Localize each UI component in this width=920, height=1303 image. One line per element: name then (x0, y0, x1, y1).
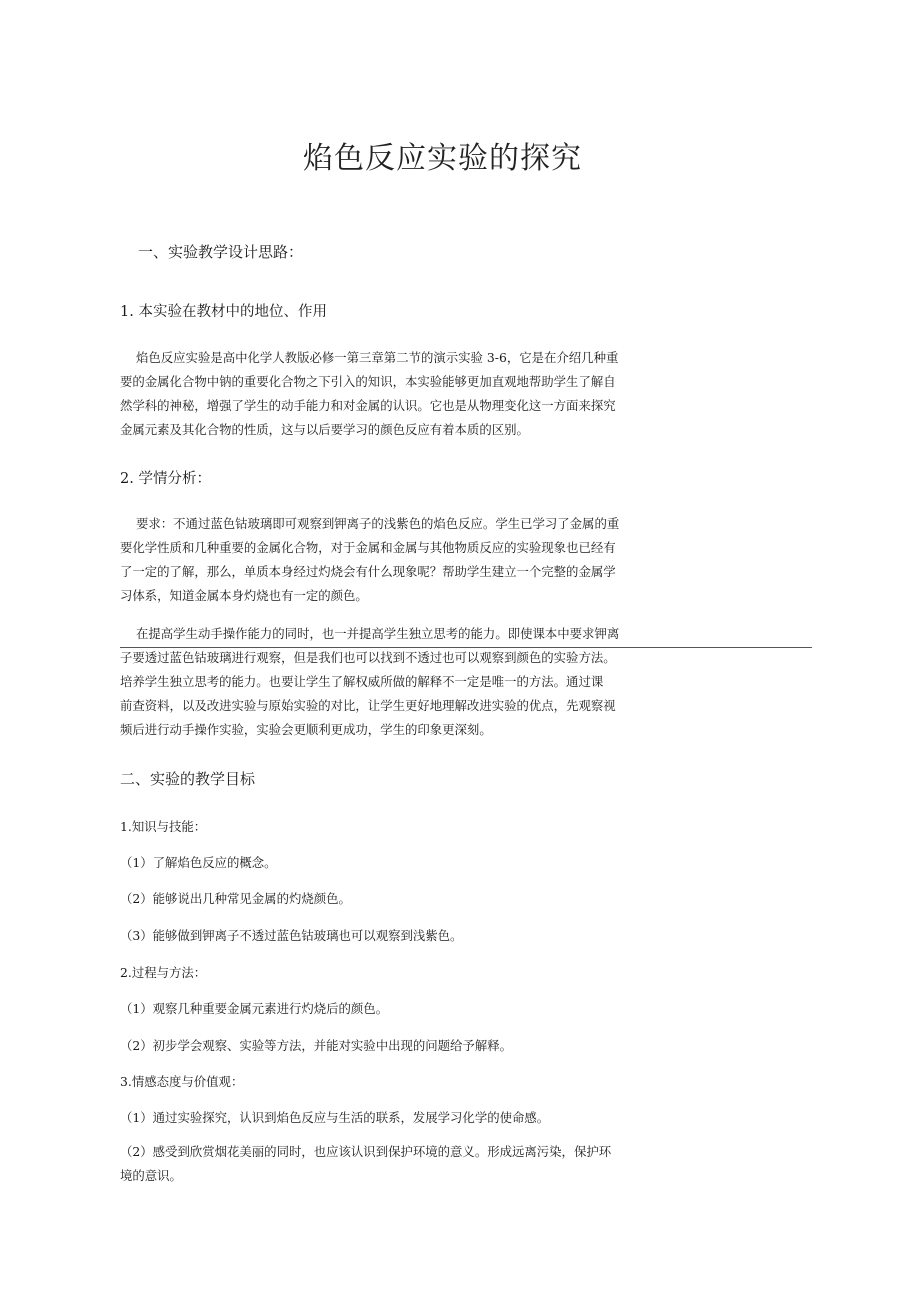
paragraph-line: 焰色反应实验是高中化学人教版必修一第三章第二节的演示实验 3-6，它是在介绍几种重 (136, 350, 619, 365)
paragraph-line: 频后进行动手操作实验，实验会更顺利更成功，学生的印象更深刻。 (120, 722, 492, 737)
paragraph-line: 培养学生独立思考的能力。也要让学生了解权威所做的解释不一定是唯一的方法。通过课 (120, 674, 604, 689)
goal-item: （3）能够做到钾离子不透过蓝色钴玻璃也可以观察到浅紫色。 (120, 928, 463, 943)
paragraph-line: 习体系，知道金属本身灼烧也有一定的颜色。 (120, 588, 368, 603)
paragraph-line: 境的意识。 (120, 1168, 182, 1183)
section-2-heading: 二、实验的教学目标 (120, 770, 256, 788)
subsection-2-heading: 2. 学情分析： (120, 471, 211, 487)
goal-item: （2）能够说出几种常见金属的灼烧颜色。 (120, 891, 351, 906)
section-1-heading: 一、实验教学设计思路： (138, 243, 304, 261)
paragraph-line: 然学科的神秘，增强了学生的动手能力和对金属的认识。它也是从物理变化这一方面来探究 (120, 398, 616, 413)
paragraph-line: 前查资料，以及改进实验与原始实验的对比，让学生更好地理解改进实验的优点，先观察视 (120, 698, 616, 713)
goal-item: （1）了解焰色反应的概念。 (120, 855, 277, 870)
goal-item-multiline (120, 1140, 650, 1188)
subsection-2-paragraph-1 (120, 512, 625, 608)
paragraph-line: 要化学性质和几种重要的金属化合物，对于金属和金属与其他物质反应的实验现象也已经有 (120, 540, 616, 555)
goal-group-3-heading: 3.情感态度与价值观： (120, 1074, 244, 1089)
document-title: 焰色反应实验的探究 (303, 141, 582, 176)
paragraph-line: 要求：不通过蓝色钴玻璃即可观察到钾离子的浅紫色的焰色反应。学生已学习了金属的重 (136, 516, 620, 531)
paragraph-line: 金属元素及其化合物的性质，这与以后要学习的颜色反应有着本质的区别。 (120, 422, 529, 437)
subsection-1-paragraph (120, 346, 625, 442)
paragraph-line: （2）感受到欣赏烟花美丽的同时，也应该认识到保护环境的意义。形成远离污染，保护环 (120, 1144, 612, 1159)
goal-item: （1）通过实验探究，认识到焰色反应与生活的联系，发展学习化学的使命感。 (120, 1110, 550, 1125)
horizontal-rule (120, 647, 812, 648)
goal-item: （2）初步学会观察、实验等方法，并能对实验中出现的问题给予解释。 (120, 1038, 512, 1053)
paragraph-line: 子要透过蓝色钴玻璃进行观察，但是我们也可以找到不透过也可以观察到颜色的实验方法。 (120, 650, 616, 665)
subsection-1-heading: 1. 本实验在教材中的地位、作用 (120, 304, 327, 320)
subsection-2-paragraph-2 (120, 622, 625, 742)
paragraph-line: 要的金属化合物中钠的重要化合物之下引入的知识，本实验能够更加直观地帮助学生了解自 (120, 374, 616, 389)
goal-item: （1）观察几种重要金属元素进行灼烧后的颜色。 (120, 1001, 389, 1016)
paragraph-line: 在提高学生动手操作能力的同时，也一并提高学生独立思考的能力。即使课本中要求钾离 (136, 626, 620, 641)
goal-group-2-heading: 2.过程与方法： (120, 965, 207, 980)
paragraph-line: 了一定的了解，那么，单质本身经过灼烧会有什么现象呢？帮助学生建立一个完整的金属学 (120, 564, 616, 579)
goal-group-1-heading: 1.知识与技能： (120, 819, 207, 834)
